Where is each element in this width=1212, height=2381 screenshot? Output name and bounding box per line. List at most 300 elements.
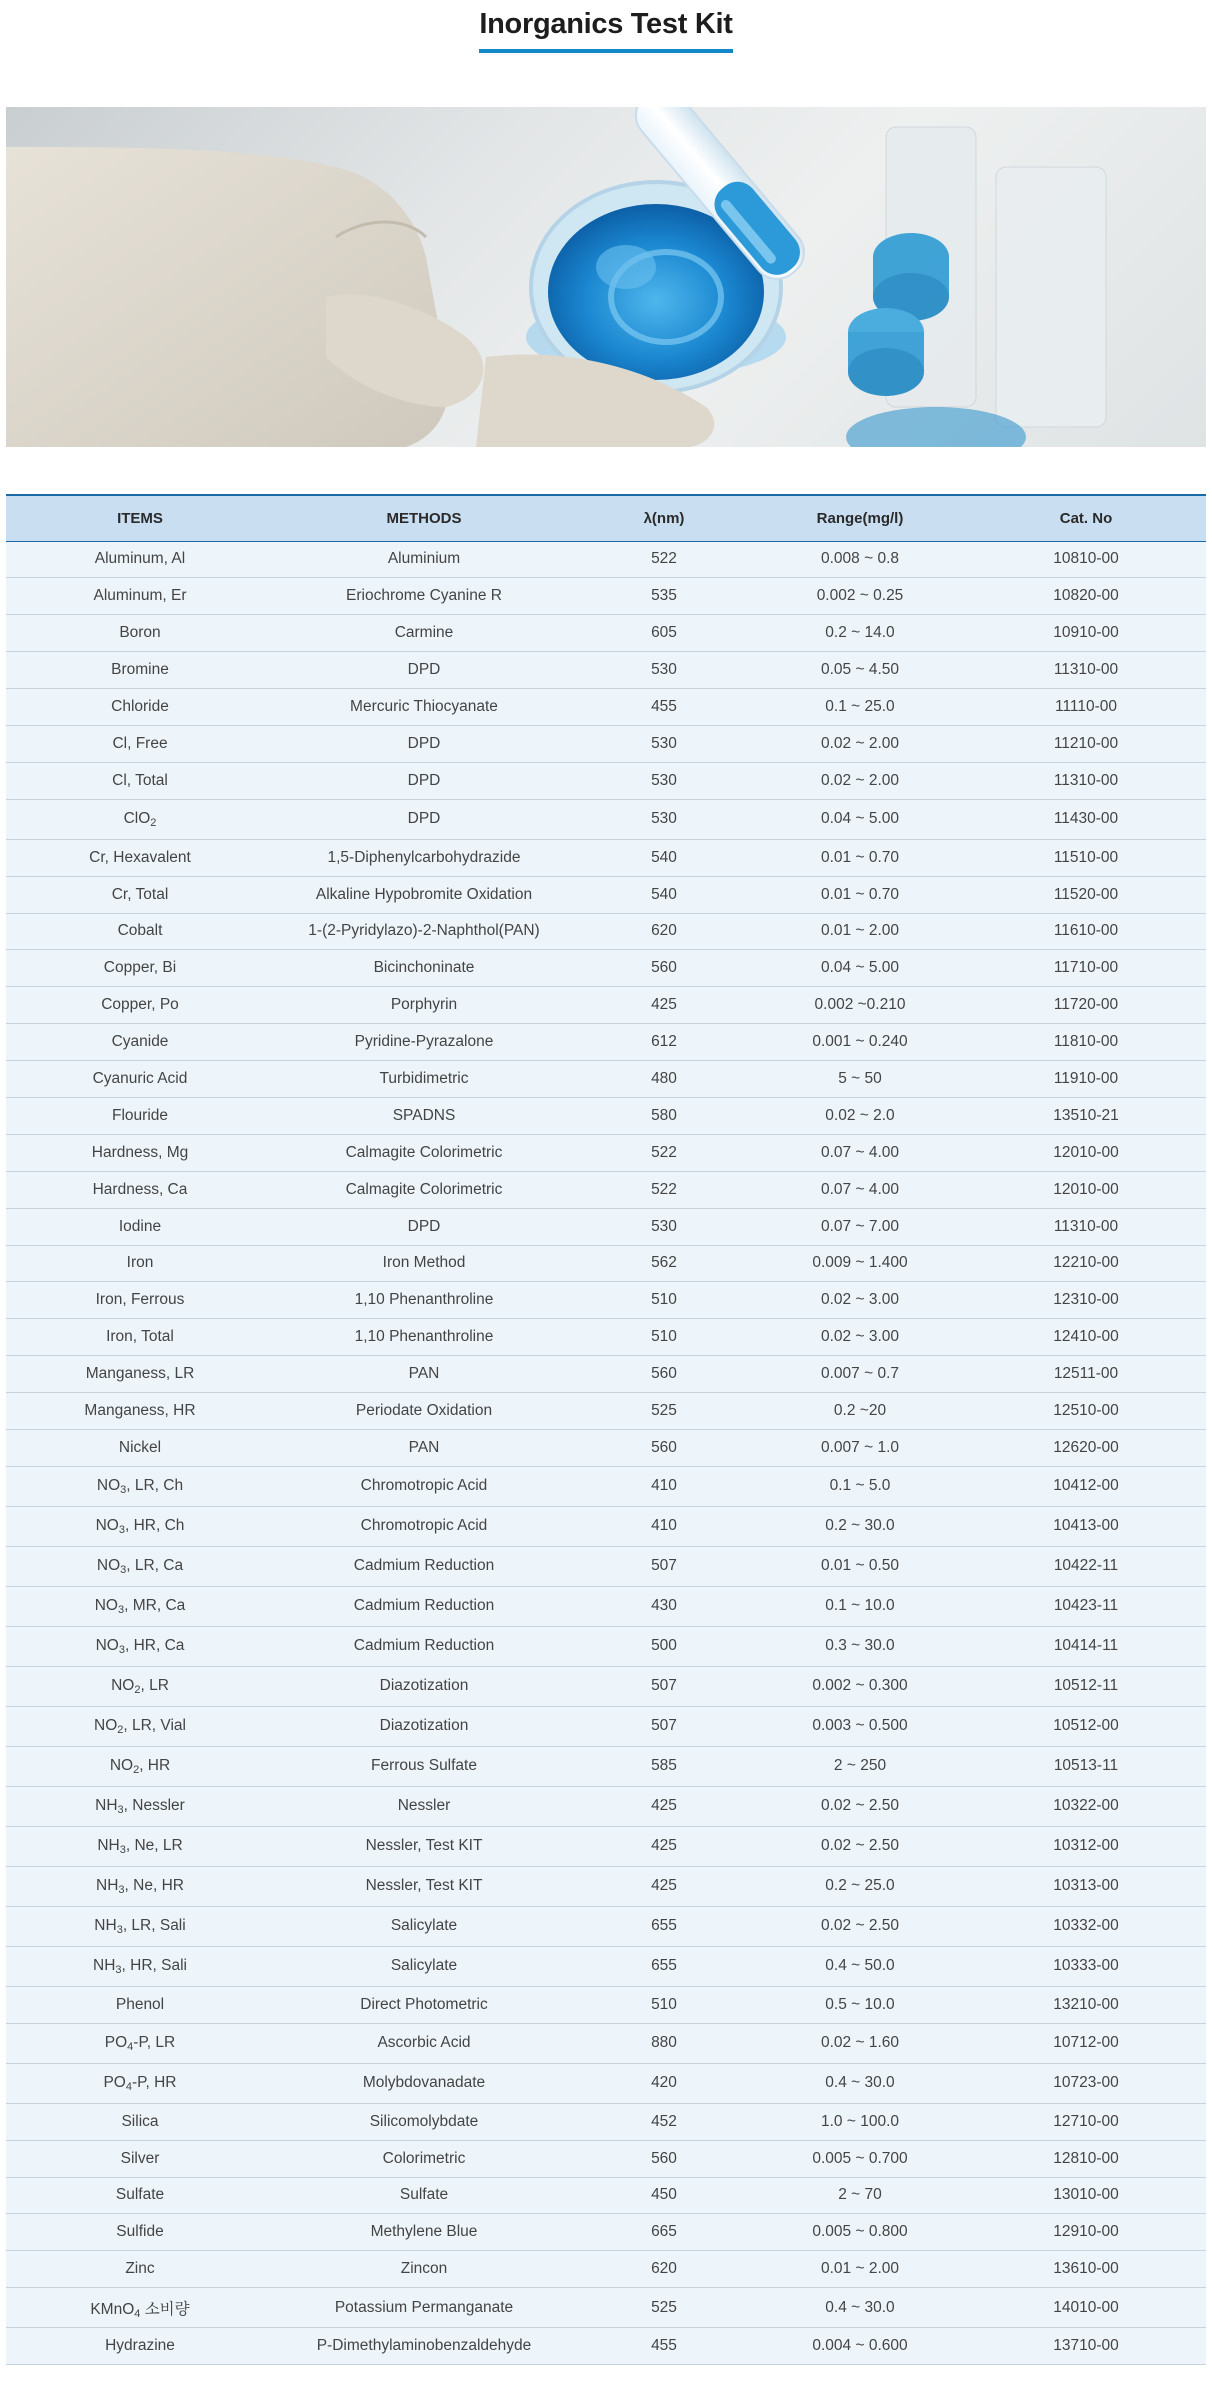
item-formula-base: NH <box>95 1797 118 1815</box>
table-row <box>6 839 1206 876</box>
cell-wavelength: 880 <box>574 2023 754 2063</box>
cell-wavelength: 620 <box>574 2251 754 2288</box>
cell-wavelength: 425 <box>574 1826 754 1866</box>
table-row <box>6 1061 1206 1098</box>
item-formula-base: NH <box>97 1837 120 1855</box>
item-formula-subscript: 3 <box>118 1644 125 1657</box>
item-formula-tail: , MR, Ca <box>124 1597 186 1615</box>
cell-cat-no: 10313-00 <box>966 1866 1206 1906</box>
cell-item: Sulfate <box>6 2177 274 2214</box>
item-formula-subscript: 3 <box>117 1804 124 1817</box>
cell-wavelength: 510 <box>574 1986 754 2023</box>
table-row <box>6 2063 1206 2103</box>
table-row <box>6 1586 1206 1626</box>
cell-item: Cyanide <box>6 1024 274 1061</box>
cell-method: Potassium Permanganate <box>274 2288 574 2328</box>
cell-wavelength: 510 <box>574 1319 754 1356</box>
cell-range: 0.01 ~ 0.70 <box>754 876 966 913</box>
cell-wavelength: 612 <box>574 1024 754 1061</box>
cell-cat-no: 12010-00 <box>966 1134 1206 1171</box>
table-row <box>6 2177 1206 2214</box>
cell-cat-no: 10412-00 <box>966 1466 1206 1506</box>
cell-wavelength: 585 <box>574 1746 754 1786</box>
item-formula-subscript: 3 <box>118 1884 125 1897</box>
cell-method: Molybdovanadate <box>274 2063 574 2103</box>
cell-method: Silicomolybdate <box>274 2103 574 2140</box>
cell-wavelength: 580 <box>574 1097 754 1134</box>
cell-range: 0.02 ~ 2.00 <box>754 725 966 762</box>
cell-wavelength: 530 <box>574 799 754 839</box>
item-formula-subscript: 3 <box>119 1844 126 1857</box>
cell-range: 0.009 ~ 1.400 <box>754 1245 966 1282</box>
table-row <box>6 725 1206 762</box>
cell-range: 0.004 ~ 0.600 <box>754 2328 966 2365</box>
cell-method: Iron Method <box>274 1245 574 1282</box>
cell-method: Diazotization <box>274 1666 574 1706</box>
table-row <box>6 1546 1206 1586</box>
cell-item: Copper, Po <box>6 987 274 1024</box>
item-formula-base: NO <box>96 1557 121 1575</box>
cell-range: 0.04 ~ 5.00 <box>754 950 966 987</box>
header-methods: METHODS <box>386 509 462 527</box>
cell-wavelength: 507 <box>574 1666 754 1706</box>
cell-wavelength: 560 <box>574 1429 754 1466</box>
table-row <box>6 1826 1206 1866</box>
cell-range: 0.02 ~ 3.00 <box>754 1282 966 1319</box>
cell-wavelength: 410 <box>574 1506 754 1546</box>
cell-wavelength: 452 <box>574 2103 754 2140</box>
cell-method: P-Dimethylaminobenzaldehyde <box>274 2328 574 2365</box>
cell-cat-no: 10820-00 <box>966 578 1206 615</box>
item-formula-tail: -P, HR <box>132 2074 177 2092</box>
cell-cat-no: 10414-11 <box>966 1626 1206 1666</box>
item-formula-tail: , HR, Ca <box>124 1637 185 1655</box>
item-formula-subscript: 4 <box>127 2041 134 2054</box>
cell-cat-no: 10423-11 <box>966 1586 1206 1626</box>
cell-item: Bromine <box>6 652 274 689</box>
item-formula-tail: , HR <box>139 1757 171 1775</box>
cell-range: 0.02 ~ 3.00 <box>754 1319 966 1356</box>
item-formula-tail: , HR, Ch <box>124 1517 185 1535</box>
cell-item <box>6 799 274 839</box>
cell-item: Iron <box>6 1245 274 1282</box>
table-row <box>6 876 1206 913</box>
cell-wavelength: 655 <box>574 1946 754 1986</box>
cell-item <box>6 1586 274 1626</box>
table-row <box>6 1666 1206 1706</box>
cell-item <box>6 1786 274 1826</box>
cell-wavelength: 655 <box>574 1906 754 1946</box>
table-row <box>6 541 1206 578</box>
header-range: Range(mg/l) <box>816 509 904 527</box>
cell-range: 0.1 ~ 10.0 <box>754 1586 966 1626</box>
cell-item: Copper, Bi <box>6 950 274 987</box>
cell-wavelength: 560 <box>574 950 754 987</box>
cell-method: Chromotropic Acid <box>274 1506 574 1546</box>
cell-range: 0.2 ~20 <box>754 1393 966 1430</box>
cell-cat-no: 10513-11 <box>966 1746 1206 1786</box>
table-row <box>6 762 1206 799</box>
item-formula-tail: , HR, Sali <box>121 1957 187 1975</box>
cell-method: Diazotization <box>274 1706 574 1746</box>
cell-item: Iron, Ferrous <box>6 1282 274 1319</box>
cell-method: Methylene Blue <box>274 2214 574 2251</box>
cell-item: Zinc <box>6 2251 274 2288</box>
cell-wavelength: 507 <box>574 1546 754 1586</box>
item-formula-tail: , LR, Vial <box>123 1717 186 1735</box>
item-formula-tail: , LR <box>140 1677 169 1695</box>
cell-method: Salicylate <box>274 1906 574 1946</box>
item-formula-base: PO <box>104 2034 128 2052</box>
cell-method: DPD <box>274 762 574 799</box>
cell-wavelength: 535 <box>574 578 754 615</box>
cell-method: 1,5-Diphenylcarbohydrazide <box>274 839 574 876</box>
cell-wavelength: 425 <box>574 1786 754 1826</box>
cell-range: 0.1 ~ 5.0 <box>754 1466 966 1506</box>
cell-wavelength: 560 <box>574 2140 754 2177</box>
table-row <box>6 950 1206 987</box>
cell-item: Phenol <box>6 1986 274 2023</box>
item-formula-subscript: 4 <box>134 2307 141 2320</box>
table-row <box>6 913 1206 950</box>
table-row <box>6 1786 1206 1826</box>
cell-cat-no: 11720-00 <box>966 987 1206 1024</box>
cell-range: 0.007 ~ 1.0 <box>754 1429 966 1466</box>
item-formula-subscript: 2 <box>150 817 157 830</box>
cell-method: Ascorbic Acid <box>274 2023 574 2063</box>
cell-range: 0.02 ~ 1.60 <box>754 2023 966 2063</box>
cell-range: 0.07 ~ 4.00 <box>754 1134 966 1171</box>
cell-cat-no: 13610-00 <box>966 2251 1206 2288</box>
cell-wavelength: 455 <box>574 689 754 726</box>
cell-wavelength: 525 <box>574 1393 754 1430</box>
table-row <box>6 799 1206 839</box>
cell-range: 0.02 ~ 2.0 <box>754 1097 966 1134</box>
table-row <box>6 1319 1206 1356</box>
cell-wavelength: 530 <box>574 652 754 689</box>
cell-item <box>6 2063 274 2103</box>
table-row <box>6 689 1206 726</box>
cell-method: PAN <box>274 1356 574 1393</box>
cell-wavelength: 540 <box>574 876 754 913</box>
item-formula-base: NH <box>93 1957 116 1975</box>
cell-wavelength: 500 <box>574 1626 754 1666</box>
cell-wavelength: 522 <box>574 1171 754 1208</box>
cell-method: DPD <box>274 725 574 762</box>
table-body <box>6 541 1206 2365</box>
table-row <box>6 1906 1206 1946</box>
cell-range: 0.02 ~ 2.50 <box>754 1906 966 1946</box>
table-row <box>6 2214 1206 2251</box>
cell-item <box>6 1506 274 1546</box>
cell-method: Porphyrin <box>274 987 574 1024</box>
cell-cat-no: 11710-00 <box>966 950 1206 987</box>
cell-method: Ferrous Sulfate <box>274 1746 574 1786</box>
table-row <box>6 1626 1206 1666</box>
table-row <box>6 2288 1206 2328</box>
cell-method: 1-(2-Pyridylazo)-2-Naphthol(PAN) <box>274 913 574 950</box>
item-formula-base: NH <box>94 1917 117 1935</box>
table-row <box>6 2023 1206 2063</box>
cell-method: 1,10 Phenanthroline <box>274 1319 574 1356</box>
item-formula-subscript: 3 <box>120 1484 127 1497</box>
title-wrap <box>0 0 1212 100</box>
test-kit-table <box>6 494 1206 2365</box>
cell-range: 0.007 ~ 0.7 <box>754 1356 966 1393</box>
cell-method: DPD <box>274 799 574 839</box>
cell-cat-no: 12810-00 <box>966 2140 1206 2177</box>
cell-range: 0.5 ~ 10.0 <box>754 1986 966 2023</box>
cell-wavelength: 430 <box>574 1586 754 1626</box>
table-row <box>6 1245 1206 1282</box>
cell-range: 0.02 ~ 2.00 <box>754 762 966 799</box>
table-row <box>6 1706 1206 1746</box>
cell-range: 2 ~ 70 <box>754 2177 966 2214</box>
cell-range: 0.002 ~ 0.300 <box>754 1666 966 1706</box>
item-formula-tail: 소비량 <box>140 2300 190 2318</box>
cell-wavelength: 525 <box>574 2288 754 2328</box>
item-formula-tail: , LR, Sali <box>122 1917 186 1935</box>
cell-cat-no: 12620-00 <box>966 1429 1206 1466</box>
cell-range: 0.005 ~ 0.700 <box>754 2140 966 2177</box>
cell-method: Eriochrome Cyanine R <box>274 578 574 615</box>
item-formula-base: NO <box>96 1477 121 1495</box>
cell-item <box>6 2288 274 2328</box>
cell-range: 0.2 ~ 30.0 <box>754 1506 966 1546</box>
header-cat-no: Cat. No <box>1059 509 1113 527</box>
cell-method: Cadmium Reduction <box>274 1586 574 1626</box>
cell-item: Flouride <box>6 1097 274 1134</box>
cell-cat-no: 12910-00 <box>966 2214 1206 2251</box>
cell-range: 0.2 ~ 25.0 <box>754 1866 966 1906</box>
cell-wavelength: 530 <box>574 1208 754 1245</box>
item-formula-base: NO <box>94 1597 118 1615</box>
cell-wavelength: 410 <box>574 1466 754 1506</box>
cell-cat-no: 10512-00 <box>966 1706 1206 1746</box>
item-formula-base: NO <box>95 1637 119 1655</box>
cell-item: Iron, Total <box>6 1319 274 1356</box>
item-formula-subscript: 3 <box>117 1604 125 1617</box>
cell-range: 0.01 ~ 2.00 <box>754 2251 966 2288</box>
cell-method: Mercuric Thiocyanate <box>274 689 574 726</box>
cell-cat-no: 13010-00 <box>966 2177 1206 2214</box>
table-row <box>6 652 1206 689</box>
cell-item: Boron <box>6 615 274 652</box>
cell-wavelength: 530 <box>574 762 754 799</box>
cell-range: 0.04 ~ 5.00 <box>754 799 966 839</box>
item-formula-subscript: 4 <box>125 2081 132 2094</box>
cell-item <box>6 1746 274 1786</box>
cell-cat-no: 11210-00 <box>966 725 1206 762</box>
cell-cat-no: 11110-00 <box>966 689 1206 726</box>
cell-cat-no: 13510-21 <box>966 1097 1206 1134</box>
cell-method: PAN <box>274 1429 574 1466</box>
cell-item: Cl, Free <box>6 725 274 762</box>
cell-range: 0.001 ~ 0.240 <box>754 1024 966 1061</box>
cell-method: Cadmium Reduction <box>274 1626 574 1666</box>
cell-item: Iodine <box>6 1208 274 1245</box>
cell-range: 2 ~ 250 <box>754 1746 966 1786</box>
cell-method: SPADNS <box>274 1097 574 1134</box>
cell-item <box>6 1826 274 1866</box>
cell-range: 0.003 ~ 0.500 <box>754 1706 966 1746</box>
cell-cat-no: 12210-00 <box>966 1245 1206 1282</box>
cell-cat-no: 11310-00 <box>966 762 1206 799</box>
cell-cat-no: 10910-00 <box>966 615 1206 652</box>
item-formula-tail: , Nessler <box>123 1797 185 1815</box>
table-row <box>6 2251 1206 2288</box>
item-formula-tail: , Ne, LR <box>125 1837 183 1855</box>
cell-wavelength: 562 <box>574 1245 754 1282</box>
table-row <box>6 1134 1206 1171</box>
header-wavelength: λ(nm) <box>643 509 685 527</box>
cell-cat-no: 13710-00 <box>966 2328 1206 2365</box>
item-formula-subscript: 2 <box>134 1684 141 1697</box>
cell-range: 0.07 ~ 7.00 <box>754 1208 966 1245</box>
item-formula-base: NO <box>95 1517 119 1535</box>
cell-cat-no: 11430-00 <box>966 799 1206 839</box>
cell-method: DPD <box>274 1208 574 1245</box>
cell-item <box>6 1626 274 1666</box>
table-row <box>6 2328 1206 2365</box>
cell-wavelength: 665 <box>574 2214 754 2251</box>
table-row <box>6 2140 1206 2177</box>
cell-range: 0.2 ~ 14.0 <box>754 615 966 652</box>
item-formula-base: NO <box>109 1757 134 1775</box>
cell-wavelength: 522 <box>574 541 754 578</box>
cell-wavelength: 425 <box>574 987 754 1024</box>
cell-cat-no: 10422-11 <box>966 1546 1206 1586</box>
cell-item <box>6 1906 274 1946</box>
item-formula-base: NH <box>96 1877 119 1895</box>
item-formula-tail: , LR, Ca <box>126 1557 184 1575</box>
item-formula-subscript: 3 <box>118 1524 125 1537</box>
cell-method: Colorimetric <box>274 2140 574 2177</box>
table-row <box>6 1466 1206 1506</box>
cell-cat-no: 10712-00 <box>966 2023 1206 2063</box>
cell-range: 5 ~ 50 <box>754 1061 966 1098</box>
cell-item: Chloride <box>6 689 274 726</box>
table-row <box>6 1356 1206 1393</box>
cell-range: 0.01 ~ 2.00 <box>754 913 966 950</box>
cell-cat-no: 10312-00 <box>966 1826 1206 1866</box>
cell-method: Nessler <box>274 1786 574 1826</box>
cell-range: 0.4 ~ 50.0 <box>754 1946 966 1986</box>
item-formula-base: PO <box>103 2074 126 2092</box>
cell-range: 0.002 ~0.210 <box>754 987 966 1024</box>
cell-cat-no: 10810-00 <box>966 541 1206 578</box>
cell-wavelength: 425 <box>574 1866 754 1906</box>
table-row <box>6 1208 1206 1245</box>
cell-method: Bicinchoninate <box>274 950 574 987</box>
cell-cat-no: 12511-00 <box>966 1356 1206 1393</box>
item-formula-subscript: 2 <box>117 1724 124 1737</box>
table-row <box>6 1171 1206 1208</box>
item-formula-base: NO <box>94 1717 118 1735</box>
cell-range: 0.005 ~ 0.800 <box>754 2214 966 2251</box>
item-formula-subscript: 2 <box>133 1764 140 1777</box>
table-row <box>6 1506 1206 1546</box>
table-header <box>6 495 1206 541</box>
cell-item: Cr, Total <box>6 876 274 913</box>
cell-wavelength: 450 <box>574 2177 754 2214</box>
cell-cat-no: 11610-00 <box>966 913 1206 950</box>
cell-range: 1.0 ~ 100.0 <box>754 2103 966 2140</box>
cell-item <box>6 2023 274 2063</box>
cell-range: 0.07 ~ 4.00 <box>754 1171 966 1208</box>
cell-range: 0.02 ~ 2.50 <box>754 1826 966 1866</box>
cell-method: Chromotropic Acid <box>274 1466 574 1506</box>
cell-range: 0.1 ~ 25.0 <box>754 689 966 726</box>
cell-item <box>6 1946 274 1986</box>
table-row <box>6 1024 1206 1061</box>
table-row <box>6 1097 1206 1134</box>
cell-item <box>6 1866 274 1906</box>
item-formula-base: NO <box>111 1677 135 1695</box>
cell-wavelength: 560 <box>574 1356 754 1393</box>
cell-range: 0.002 ~ 0.25 <box>754 578 966 615</box>
cell-cat-no: 10333-00 <box>966 1946 1206 1986</box>
cell-cat-no: 12310-00 <box>966 1282 1206 1319</box>
cell-item: Cobalt <box>6 913 274 950</box>
lab-photo-illustration <box>6 107 1206 447</box>
table-row <box>6 1746 1206 1786</box>
cell-cat-no: 10413-00 <box>966 1506 1206 1546</box>
cell-item <box>6 1666 274 1706</box>
cell-item <box>6 1466 274 1506</box>
item-formula-subscript: 3 <box>116 1924 123 1937</box>
cell-method: Alkaline Hypobromite Oxidation <box>274 876 574 913</box>
item-formula-tail: , LR, Ch <box>126 1477 184 1495</box>
cell-cat-no: 10322-00 <box>966 1786 1206 1826</box>
cell-item: Aluminum, Er <box>6 578 274 615</box>
cell-method: Sulfate <box>274 2177 574 2214</box>
cell-method: Calmagite Colorimetric <box>274 1171 574 1208</box>
item-formula-base: KMnO <box>90 2300 135 2318</box>
cell-cat-no: 11520-00 <box>966 876 1206 913</box>
cell-method: Nessler, Test KIT <box>274 1826 574 1866</box>
cell-cat-no: 10512-11 <box>966 1666 1206 1706</box>
cell-range: 0.3 ~ 30.0 <box>754 1626 966 1666</box>
table-row <box>6 1282 1206 1319</box>
cell-cat-no: 11510-00 <box>966 839 1206 876</box>
cell-wavelength: 507 <box>574 1706 754 1746</box>
cell-item: Hydrazine <box>6 2328 274 2365</box>
cell-range: 0.02 ~ 2.50 <box>754 1786 966 1826</box>
item-formula-subscript: 3 <box>120 1564 127 1577</box>
table-row <box>6 1986 1206 2023</box>
cell-cat-no: 12010-00 <box>966 1171 1206 1208</box>
cell-cat-no: 11310-00 <box>966 652 1206 689</box>
cell-item: Manganess, HR <box>6 1393 274 1430</box>
cell-method: Calmagite Colorimetric <box>274 1134 574 1171</box>
cell-item: Cyanuric Acid <box>6 1061 274 1098</box>
cell-wavelength: 420 <box>574 2063 754 2103</box>
cell-range: 0.4 ~ 30.0 <box>754 2063 966 2103</box>
cell-cat-no: 12510-00 <box>966 1393 1206 1430</box>
item-formula-tail: , Ne, HR <box>124 1877 184 1895</box>
cell-wavelength: 455 <box>574 2328 754 2365</box>
cell-method: Zincon <box>274 2251 574 2288</box>
cell-wavelength: 510 <box>574 1282 754 1319</box>
cell-cat-no: 10723-00 <box>966 2063 1206 2103</box>
cell-wavelength: 620 <box>574 913 754 950</box>
table-row <box>6 578 1206 615</box>
cell-item: Hardness, Ca <box>6 1171 274 1208</box>
cell-item: Hardness, Mg <box>6 1134 274 1171</box>
page-title: Inorganics Test Kit <box>479 8 732 53</box>
cell-cat-no: 14010-00 <box>966 2288 1206 2328</box>
